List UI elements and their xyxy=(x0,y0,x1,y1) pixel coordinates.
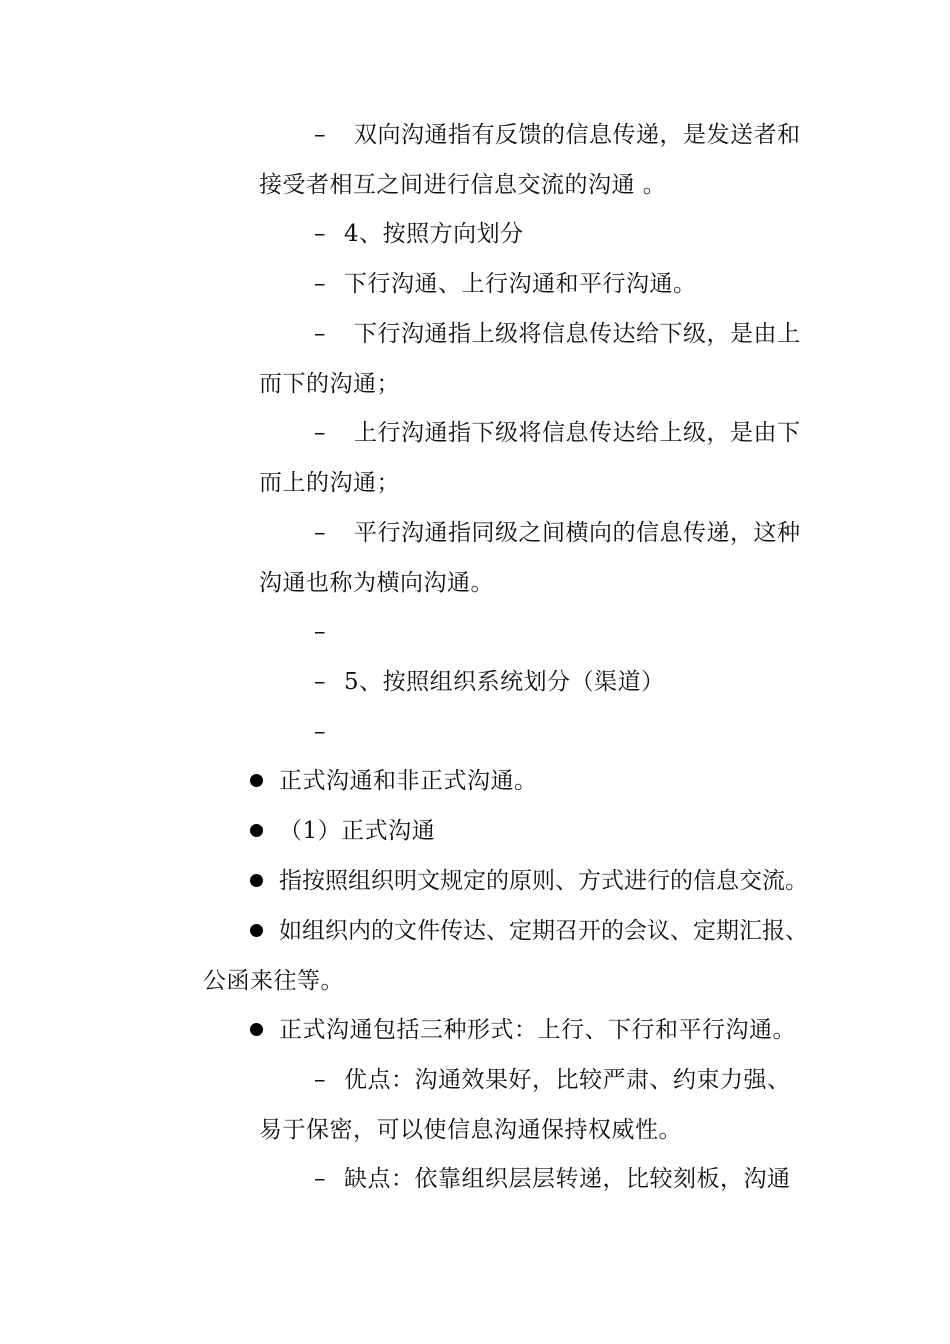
text-line xyxy=(314,717,354,747)
line-text: 双向沟通指有反馈的信息传递，是发送者和 xyxy=(354,122,801,148)
text-line xyxy=(314,617,354,647)
section-heading: 5、按照组织系统划分（渠道） xyxy=(344,669,665,695)
text-line xyxy=(259,568,494,598)
bullet-icon xyxy=(250,774,263,787)
bullet-icon xyxy=(250,924,263,937)
text-line xyxy=(314,219,524,249)
dash-marker: – xyxy=(314,221,326,247)
line-text: 下行沟通、上行沟通和平行沟通。 xyxy=(344,271,697,297)
line-text: 优点：沟通效果好，比较严肃、约束力强、 xyxy=(344,1067,791,1093)
line-text: 如组织内的文件传达、定期召开的会议、定期汇报、 xyxy=(279,918,808,944)
text-line xyxy=(259,1115,682,1145)
line-text: 上行沟通指下级将信息传达给上级，是由下 xyxy=(354,420,801,446)
bullet-text xyxy=(279,866,808,896)
bullet-icon xyxy=(250,874,263,887)
line-text: 易于保密，可以使信息沟通保持权威性。 xyxy=(259,1117,682,1143)
text-line xyxy=(314,319,801,349)
section-heading: 4、按照方向划分 xyxy=(344,221,524,247)
text-line xyxy=(314,418,801,448)
dash-marker: – xyxy=(314,420,326,446)
dash-marker: – xyxy=(314,619,326,645)
dash-marker: – xyxy=(314,271,326,297)
bullet-text xyxy=(279,766,538,796)
dash-marker: – xyxy=(314,669,326,695)
bullet-text xyxy=(279,916,808,946)
bullet-text xyxy=(279,816,435,846)
line-text: 下行沟通指上级将信息传达给下级，是由上 xyxy=(354,321,801,347)
text-line xyxy=(314,1065,791,1095)
line-text: 而下的沟通； xyxy=(259,371,400,397)
text-line xyxy=(259,369,400,399)
text-line xyxy=(203,966,344,996)
line-text: 公函来往等。 xyxy=(203,968,344,994)
text-line xyxy=(314,1164,791,1194)
bullet-icon xyxy=(250,824,263,837)
line-text: 而上的沟通； xyxy=(259,470,400,496)
dash-marker: – xyxy=(314,520,326,546)
line-text: 沟通也称为横向沟通。 xyxy=(259,570,494,596)
dash-marker: – xyxy=(314,321,326,347)
bullet-icon xyxy=(250,1023,263,1036)
bullet-text xyxy=(279,1015,796,1045)
text-line xyxy=(314,120,801,150)
text-line xyxy=(259,468,400,498)
dash-marker: – xyxy=(314,1067,326,1093)
line-text: 接受者相互之间进行信息交流的沟通 。 xyxy=(259,172,667,198)
dash-marker: – xyxy=(314,719,326,745)
line-text: 指按照组织明文规定的原则、方式进行的信息交流。 xyxy=(279,868,808,894)
text-line xyxy=(314,518,801,548)
line-text: （1）正式沟通 xyxy=(279,818,436,844)
text-line xyxy=(314,269,697,299)
dash-marker: – xyxy=(314,122,326,148)
line-text: 平行沟通指同级之间横向的信息传递，这种 xyxy=(354,520,801,546)
line-text: 正式沟通和非正式沟通。 xyxy=(279,768,538,794)
dash-marker: – xyxy=(314,1166,326,1192)
line-text: 缺点：依靠组织层层转递，比较刻板，沟通 xyxy=(344,1166,791,1192)
text-line xyxy=(314,667,665,697)
line-text: 正式沟通包括三种形式：上行、下行和平行沟通。 xyxy=(279,1017,796,1043)
text-line xyxy=(259,170,666,200)
